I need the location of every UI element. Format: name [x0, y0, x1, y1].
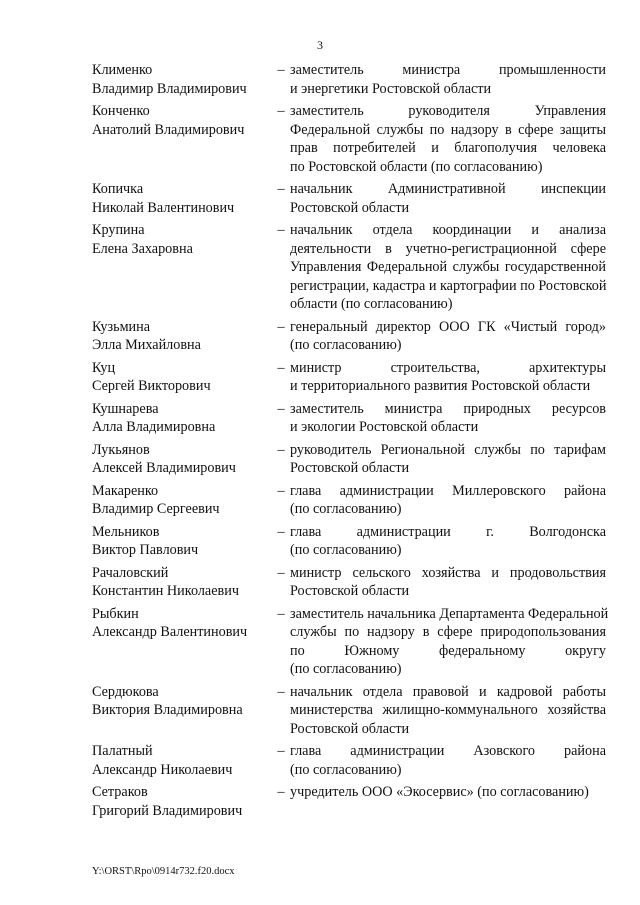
members-list	[92, 61, 612, 824]
role-line: прав потребителей и благополучия человека	[290, 140, 606, 156]
role-line: заместитель министра промышленности	[290, 62, 606, 78]
member-name	[92, 742, 272, 779]
role-line: деятельности в учетно-регистрационной сфере	[290, 240, 606, 257]
member-surname: Палатный	[92, 743, 153, 759]
member-role	[290, 605, 609, 679]
member-role	[290, 783, 606, 802]
role-line: заместитель министра природных ресурсов	[290, 400, 606, 417]
role-line: (по согласованию)	[290, 761, 402, 778]
role-line: по Ростовской области (по согласованию)	[290, 158, 543, 175]
role-line: области (по согласованию)	[290, 296, 453, 312]
role-line: начальник отдела координации и анализа	[290, 222, 606, 238]
role-line: министр сельского хозяйства и продовольствия	[290, 564, 606, 581]
member-row	[92, 605, 612, 679]
role-line: и территориального развития Ростовской области	[290, 378, 591, 394]
role-line: глава администрации Миллеровского района	[290, 482, 606, 499]
dash-separator: –	[277, 222, 285, 238]
member-surname: Крупина	[92, 222, 145, 238]
dash-separator: –	[277, 400, 285, 417]
member-surname: Копичка	[92, 181, 144, 197]
member-given-names: Константин Николаевич	[92, 583, 239, 599]
member-role	[290, 523, 606, 560]
member-role	[290, 359, 606, 396]
member-name	[92, 482, 272, 519]
member-name	[92, 318, 272, 355]
role-line: учредитель ООО «Экосервис» (по согласованию)	[290, 784, 589, 800]
dash-separator: –	[277, 784, 285, 800]
member-surname: Рыбкин	[92, 605, 139, 622]
dash-separator: –	[277, 683, 285, 700]
member-row	[92, 441, 612, 478]
member-row	[92, 221, 612, 314]
member-row	[92, 564, 612, 601]
role-line: министерства жилищно-коммунального хозяйства	[290, 702, 606, 718]
member-name	[92, 441, 272, 478]
member-given-names: Елена Захаровна	[92, 240, 193, 257]
member-given-names: Николай Валентинович	[92, 199, 235, 216]
member-surname: Кузьмина	[92, 318, 151, 335]
member-role	[290, 564, 606, 601]
role-line: Ростовской области	[290, 720, 410, 737]
member-name	[92, 102, 272, 139]
member-given-names: Элла Михайловна	[92, 337, 201, 353]
member-row	[92, 359, 612, 396]
role-line: начальник Административной инспекции	[290, 181, 606, 197]
role-line: глава администрации г. Волгодонска	[290, 523, 606, 540]
role-line: начальник отдела правовой и кадровой работы	[290, 683, 606, 700]
member-surname: Конченко	[92, 103, 150, 119]
role-line: (по согласованию)	[290, 501, 402, 517]
member-surname: Клименко	[92, 62, 153, 78]
member-surname: Макаренко	[92, 482, 159, 499]
dash-separator: –	[277, 482, 285, 499]
member-role	[290, 441, 606, 478]
member-given-names: Владимир Владимирович	[92, 80, 247, 97]
file-path-footer: Y:\ORST\Rpo\0914r732.f20.docx	[92, 866, 235, 877]
member-surname: Сердюкова	[92, 683, 159, 700]
member-surname: Мельников	[92, 523, 160, 540]
member-given-names: Александр Валентинович	[92, 624, 248, 640]
member-role	[290, 742, 606, 779]
role-line: (по согласованию)	[290, 661, 402, 677]
dash-separator: –	[277, 523, 285, 540]
role-line: (по согласованию)	[290, 337, 402, 353]
member-row	[92, 683, 612, 739]
role-line: и энергетики Ростовской области	[290, 80, 492, 97]
member-row	[92, 482, 612, 519]
member-role	[290, 180, 606, 217]
role-line: Ростовской области	[290, 199, 410, 216]
member-name	[92, 783, 272, 820]
dash-separator: –	[277, 62, 285, 78]
role-line: Федеральной службы по надзору в сфере защиты	[290, 121, 606, 138]
role-line: Управления Федеральной службы государственной	[290, 259, 606, 275]
member-row	[92, 318, 612, 355]
member-surname: Рачаловский	[92, 564, 169, 581]
dash-separator: –	[277, 359, 285, 376]
member-role	[290, 482, 606, 519]
member-name	[92, 359, 272, 396]
member-row	[92, 102, 612, 176]
member-role	[290, 61, 606, 98]
member-role	[290, 318, 606, 355]
member-name	[92, 180, 272, 217]
member-row	[92, 400, 612, 437]
role-line: заместитель начальника Департамента Федеральной	[290, 605, 609, 622]
role-line: Ростовской области	[290, 460, 410, 476]
member-given-names: Виктор Павлович	[92, 542, 199, 558]
role-line: руководитель Региональной службы по тарифам	[290, 441, 606, 458]
dash-separator: –	[277, 318, 285, 335]
role-line: генеральный директор ООО ГК «Чистый город»	[290, 318, 606, 335]
member-name	[92, 605, 272, 642]
dash-separator: –	[277, 181, 285, 197]
dash-separator: –	[277, 564, 285, 581]
role-line: глава администрации Азовского района	[290, 743, 606, 759]
member-row	[92, 783, 612, 820]
member-name	[92, 683, 272, 720]
dash-separator: –	[277, 103, 285, 119]
role-line: (по согласованию)	[290, 542, 402, 558]
member-name	[92, 523, 272, 560]
member-row	[92, 523, 612, 560]
member-name	[92, 400, 272, 437]
member-surname: Куц	[92, 359, 116, 376]
member-role	[290, 683, 606, 739]
member-name	[92, 564, 272, 601]
member-given-names: Григорий Владимирович	[92, 802, 243, 819]
role-line: службы по надзору в сфере природопользования	[290, 624, 606, 640]
role-line: министр строительства, архитектуры	[290, 359, 606, 376]
member-given-names: Владимир Сергеевич	[92, 501, 220, 517]
member-row	[92, 742, 612, 779]
member-role	[290, 102, 606, 176]
member-name	[92, 61, 272, 98]
member-role	[290, 400, 606, 437]
member-given-names: Сергей Викторович	[92, 378, 211, 394]
role-line: регистрации, кадастра и картографии по Ростовской	[290, 277, 607, 294]
member-given-names: Александр Николаевич	[92, 761, 233, 778]
member-surname: Лукьянов	[92, 441, 150, 458]
member-row	[92, 180, 612, 217]
member-name	[92, 221, 272, 258]
role-line: заместитель руководителя Управления	[290, 103, 606, 119]
dash-separator: –	[277, 605, 285, 622]
member-surname: Сетраков	[92, 784, 148, 800]
member-role	[290, 221, 606, 314]
role-line: Ростовской области	[290, 583, 410, 599]
member-surname: Кушнарева	[92, 400, 159, 417]
dash-separator: –	[277, 441, 285, 458]
role-line: и экологии Ростовской области	[290, 419, 479, 435]
member-given-names: Анатолий Владимирович	[92, 121, 245, 138]
role-line: по Южному федеральному округу	[290, 642, 606, 659]
member-row	[92, 61, 612, 98]
dash-separator: –	[277, 743, 285, 759]
member-given-names: Алла Владимировна	[92, 419, 216, 435]
page-number: 3	[317, 38, 323, 52]
member-given-names: Виктория Владимировна	[92, 702, 243, 718]
member-given-names: Алексей Владимирович	[92, 460, 236, 476]
